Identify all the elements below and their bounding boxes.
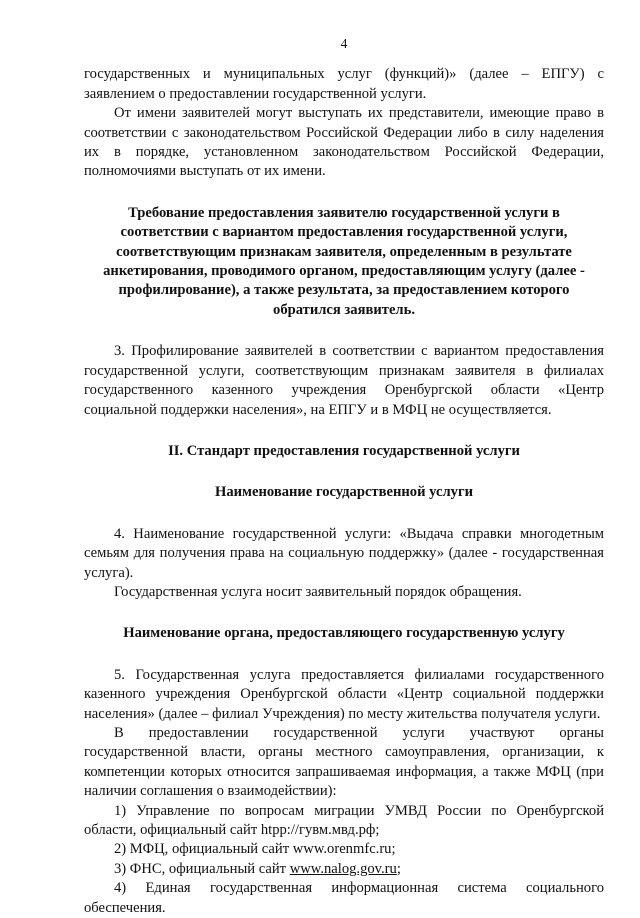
list-item-3-text: 3) ФНС, официальный сайт [114,860,287,877]
list-item-2 [84,840,604,859]
heading-standard: II. Стандарт предоставления государственной услуги [168,442,520,459]
paragraph-5b: В предоставлении государственной услуги участвуют органы государственной власти, органы местного самоуправления, организации, к компетенции которых относится запрашиваемая информация, а также МФЦ (при наличии соглашения о взаимодействии): [84,724,604,800]
punct: ; [391,841,396,858]
punct: ; [396,860,401,877]
paragraph-intro: государственных и муниципальных услуг (функций)» (далее – ЕПГУ) с заявлением о предоставлении государственной услуги. [84,66,604,102]
paragraph-3: 3. Профилирование заявителей в соответствии с вариантом предоставления государственной услуги, соответствующим признакам заявителя в филиалах государственного казенного учреждения Оренбургской области «Центр социальной поддержки населения», на ЕПГУ и в МФЦ не осуществляется. [84,343,604,418]
list-item-2-text: 2) МФЦ, официальный сайт [114,841,290,858]
paragraph-5: 5. Государственная услуга предоставляется филиалами государственного казенного учреждения Оренбургской области «Центр социальной поддержки населения» (далее – филиал Учреждения) по месту жительства получателя услуги. [84,666,604,722]
heading-organ: Наименование органа, предоставляющего государственную услугу [123,625,565,642]
list-item-4: 4) Единая государственная информационная система социального обеспечения. [84,880,604,916]
page-number: 4 [340,36,348,51]
link-orenmfc[interactable]: www.orenmfc.ru [292,841,392,858]
paragraph-4: 4. Наименование государственной услуги: «Выдача справки многодетным семьям для получения права на социальную поддержку» (далее - государственная услуга). [84,525,604,581]
list-item-1: 1) Управление по вопросам миграции УМВД России по Оренбургской области, официальный сайт htpp://гувм.мвд.рф; [84,802,604,838]
heading-service-name: Наименование государственной услуги [215,484,473,501]
paragraph-4b: Государственная услуга носит заявительный порядок обращения. [114,583,522,600]
heading-profiling: Требование предоставления заявителю государственной услуги в соответствии с вариантом предоставления государственной услуги, соответствующим признакам заявителя, определенным в результате анкетирования, проводимого органом, предоставляющим услугу (далее - профилирование), а также результата, за предоставлением которого обратился заявитель. [103,204,585,318]
list-item-3 [84,860,604,879]
paragraph-representatives: От имени заявителей могут выступать их представители, имеющие право в соответствии с законодательством Российской Федерации либо в силу наделения их в порядке, установленном законодательством Российской Федерации, полномочиями выступать от их имени. [84,105,604,180]
link-nalog[interactable]: www.nalog.gov.ru [289,860,397,877]
